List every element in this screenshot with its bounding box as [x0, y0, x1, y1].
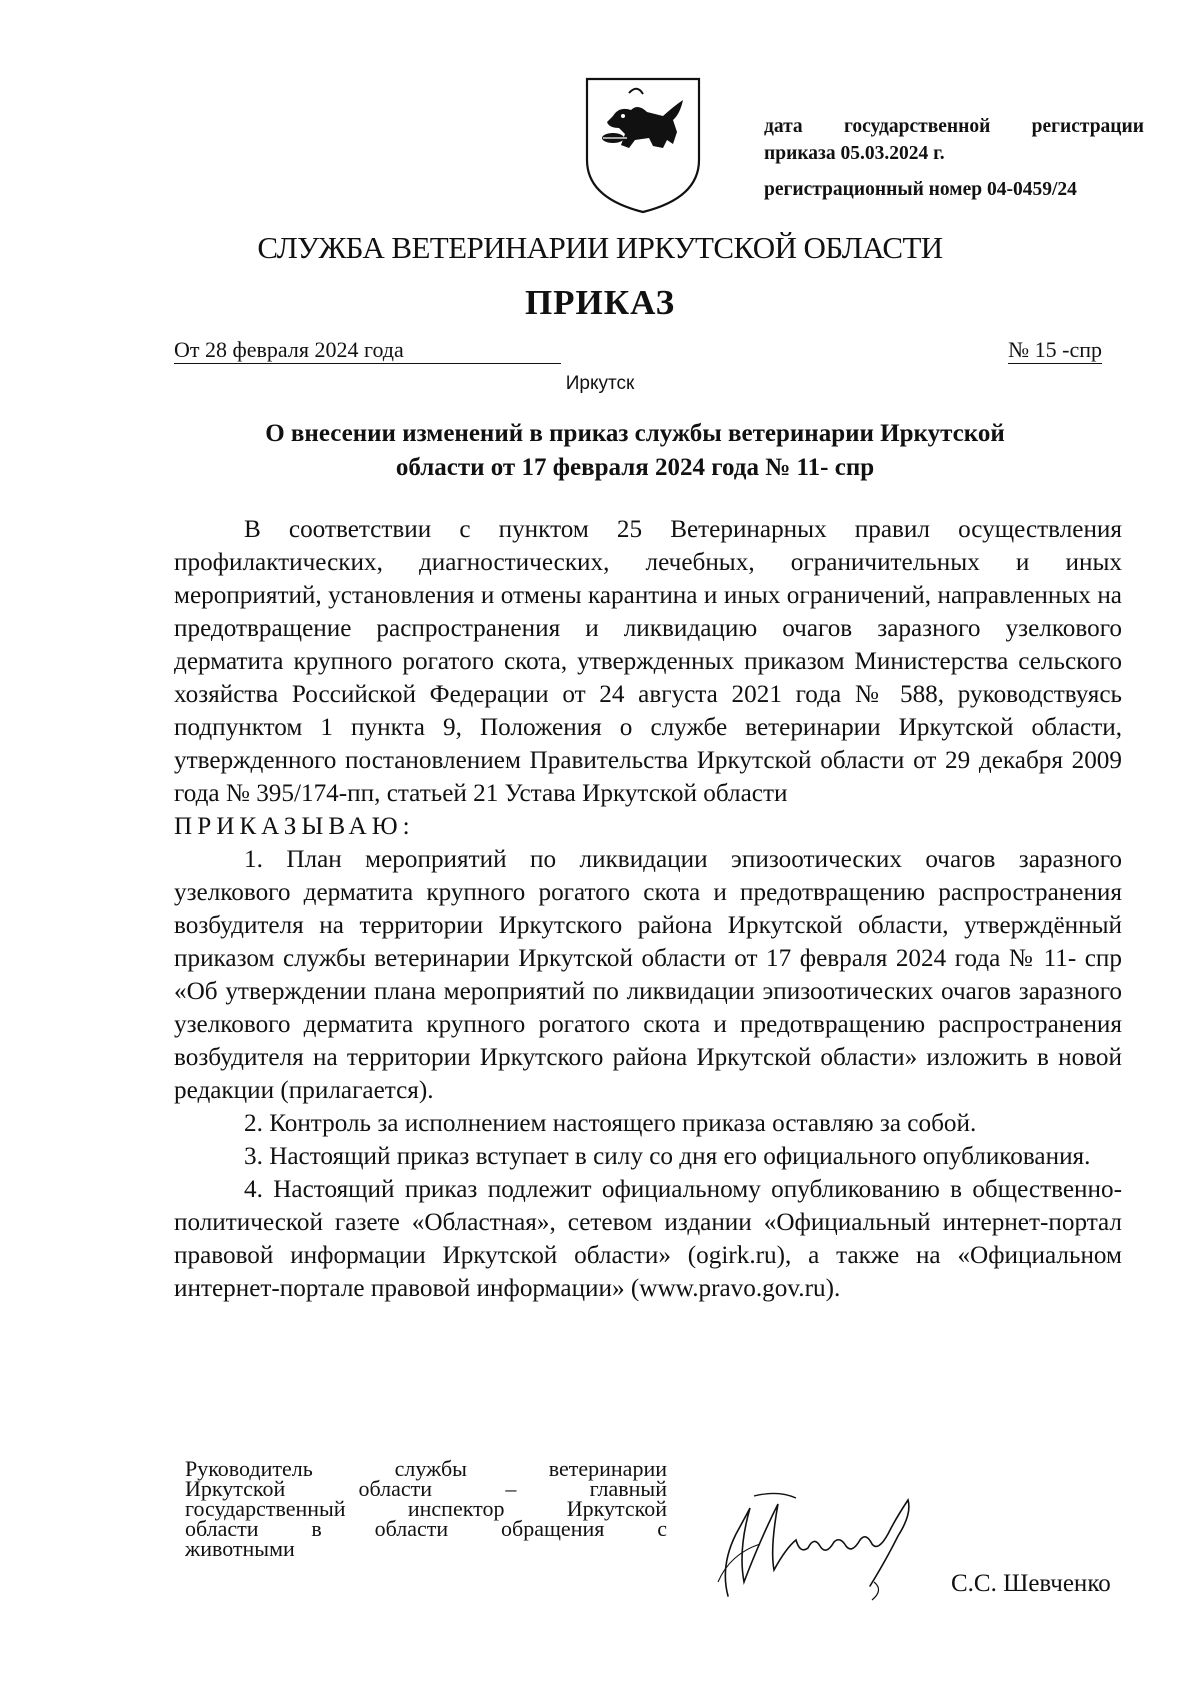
document-body — [174, 513, 1122, 1305]
signer-title-line-4: области в области обращения с — [185, 1516, 667, 1541]
registration-line-1: дата государственной регистрации — [764, 116, 1144, 137]
order-word: ПРИКАЗЫВАЮ: — [174, 813, 415, 840]
title-line-1: О внесении изменений в приказ службы ветеринарии Иркутской — [265, 420, 1005, 447]
city-name: Иркутск — [565, 373, 635, 394]
preamble-paragraph: В соответствии с пунктом 25 Ветеринарных правил осуществления профилактических, диагностических, лечебных, ограничительных и иных мероприятий, установления и отмены карантина и иных ограничений, направленных на предотвращение распространения и ликвидацию очагов заразного узелкового дерматита крупного рогатого скота, утвержденных приказом Министерства сельского хозяйства Российской Федерации от 24 августа 2021 года № 588, руководствуясь подпунктом 1 пункта 9, Положения о службе ветеринарии Иркутской области, утвержденного постановлением Правительства Иркутской области от 29 декабря 2009 года № 395/174-пп, статьей 21 Устава Иркутской области — [174, 516, 1122, 807]
order-item-4: 4. Настоящий приказ подлежит официальному опубликованию в общественно-политической газете «Областная», сетевом издании «Официальный интернет-портал правовой информации Иркутской области» (ogirk.ru), а также на «Официальном интернет-портале правовой информации» (www.pravo.gov.ru). — [174, 1176, 1122, 1302]
order-number: № 15 -спр — [1008, 337, 1102, 362]
order-item-3: 3. Настоящий приказ вступает в силу со дня его официального опубликования. — [244, 1143, 1091, 1170]
title-line-2: области от 17 февраля 2024 года № 11- спр — [395, 454, 875, 481]
signer-title — [185, 1456, 667, 1561]
registration-number: регистрационный номер 04-0459/24 — [764, 179, 1077, 200]
coat-of-arms-emblem — [583, 76, 703, 214]
signer-name: С.С. Шевченко — [951, 1570, 1111, 1597]
order-item-1: 1. План мероприятий по ликвидации эпизоотических очагов заразного узелкового дерматита крупного рогатого скота и предотвращению распространения возбудителя на территории Иркутского района Иркутской области, утверждённый приказом службы ветеринарии Иркутской области от 17 февраля 2024 года № 11- спр «Об утверждении плана мероприятий по ликвидации эпизоотических очагов заразного узелкового дерматита крупного рогатого скота и предотвращению распространения возбудителя на территории Иркутского района Иркутской области» изложить в новой редакции (прилагается). — [174, 846, 1122, 1104]
order-date: От 28 февраля 2024 года — [174, 337, 561, 364]
registration-info — [764, 113, 1144, 203]
document-type: ПРИКАЗ — [524, 283, 676, 322]
registration-line-2: приказа 05.03.2024 г. — [764, 143, 945, 164]
signer-title-line-5: животными — [185, 1536, 295, 1561]
order-item-2: 2. Контроль за исполнением настоящего приказа оставляю за собой. — [244, 1110, 977, 1137]
organization-name: СЛУЖБА ВЕТЕРИНАРИИ ИРКУТСКОЙ ОБЛАСТИ — [257, 230, 943, 265]
signer-title-line-2: Иркутской области – главный — [185, 1476, 667, 1501]
signer-title-line-1: Руководитель службы ветеринарии — [185, 1456, 667, 1481]
signer-title-line-3: государственный инспектор Иркутской — [185, 1496, 667, 1521]
date-number-row — [174, 337, 1102, 367]
handwritten-signature — [700, 1478, 945, 1608]
document-title — [190, 417, 1080, 485]
